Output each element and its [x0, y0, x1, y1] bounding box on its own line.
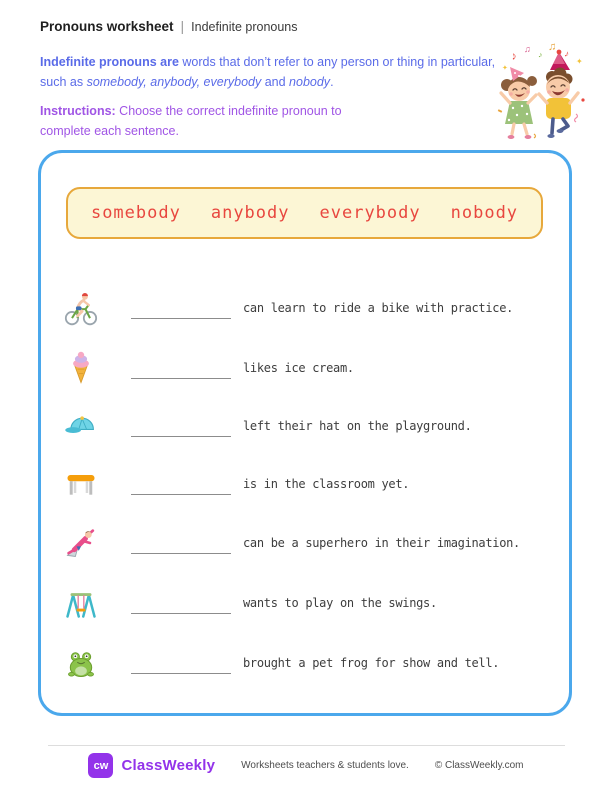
answer-blank — [131, 613, 231, 614]
answer-blank — [131, 494, 231, 495]
intro-word-everybody: everybody — [203, 75, 262, 90]
intro-period: . — [330, 75, 334, 90]
answer-blank — [131, 318, 231, 319]
answer-blank — [131, 553, 231, 554]
sentence-text: likes ice cream. — [243, 361, 354, 375]
exercise-row — [41, 641, 551, 685]
word-bank-nobody: nobody — [450, 203, 519, 223]
classweekly-logo-icon: cw — [88, 753, 113, 778]
svg-text:♪: ♪ — [563, 48, 571, 60]
bicycle-icon — [63, 290, 99, 326]
exercise-row — [41, 581, 551, 625]
brand-lockup — [88, 753, 215, 778]
page-subtitle: Indefinite pronouns — [191, 20, 298, 34]
sentence-text: brought a pet frog for show and tell. — [243, 656, 500, 670]
ice-cream-icon — [63, 350, 99, 386]
instructions-paragraph — [40, 101, 380, 141]
intro-and: and — [261, 75, 290, 90]
intro-bold: Indefinite pronouns are — [40, 55, 179, 69]
exercise-row — [41, 521, 551, 565]
svg-text:♪: ♪ — [509, 49, 519, 63]
footer — [0, 753, 612, 778]
sentence-text: is in the classroom yet. — [243, 477, 410, 491]
svg-text:♫: ♫ — [524, 44, 531, 54]
frog-icon — [63, 645, 99, 681]
intro-text: words that don’t refer to any person or thing in particular, such as — [40, 55, 496, 90]
word-bank — [66, 187, 543, 239]
svg-text:✦: ✦ — [502, 65, 508, 72]
footer-copyright: © ClassWeekly.com — [434, 760, 524, 771]
exercise-row — [41, 404, 551, 448]
exercise-row — [41, 346, 551, 390]
superhero-icon — [63, 525, 99, 561]
exercise-row — [41, 286, 551, 330]
sentence-text: can be a superhero in their imagination. — [243, 536, 520, 550]
word-bank-anybody: anybody — [210, 203, 290, 223]
word-bank-everybody: everybody — [319, 203, 421, 223]
cap-icon — [63, 408, 99, 444]
page-title: Pronouns worksheet — [40, 19, 174, 34]
intro-word-nobody: nobody — [289, 75, 331, 90]
footer-divider — [48, 745, 565, 746]
svg-text:✦: ✦ — [576, 57, 583, 66]
svg-text:♫: ♫ — [548, 41, 557, 53]
sentence-text: wants to play on the swings. — [243, 596, 437, 610]
intro-paragraph — [40, 52, 500, 93]
sentence-text: can learn to ride a bike with practice. — [243, 301, 514, 315]
word-bank-somebody: somebody — [90, 203, 181, 223]
swing-icon — [63, 585, 99, 621]
svg-text:♪: ♪ — [537, 50, 544, 60]
intro-word-somebody: somebody, — [86, 75, 151, 90]
table-icon — [63, 466, 99, 502]
exercise-row — [41, 462, 551, 506]
answer-blank — [131, 378, 231, 379]
kids-celebrating-illustration — [486, 40, 598, 150]
exercise-box — [38, 150, 572, 716]
answer-blank — [131, 673, 231, 674]
title-separator: | — [180, 18, 185, 34]
footer-tagline: Worksheets teachers & students love. — [241, 760, 409, 771]
page-header — [40, 18, 298, 36]
instructions-label: Instructions: — [40, 104, 116, 118]
brand-name: ClassWeekly — [121, 757, 216, 774]
answer-blank — [131, 436, 231, 437]
sentence-text: left their hat on the playground. — [243, 419, 472, 433]
intro-word-anybody: anybody, — [150, 75, 204, 90]
instructions-text: Choose the correct indefinite pronoun to complete each sentence. — [40, 104, 342, 138]
